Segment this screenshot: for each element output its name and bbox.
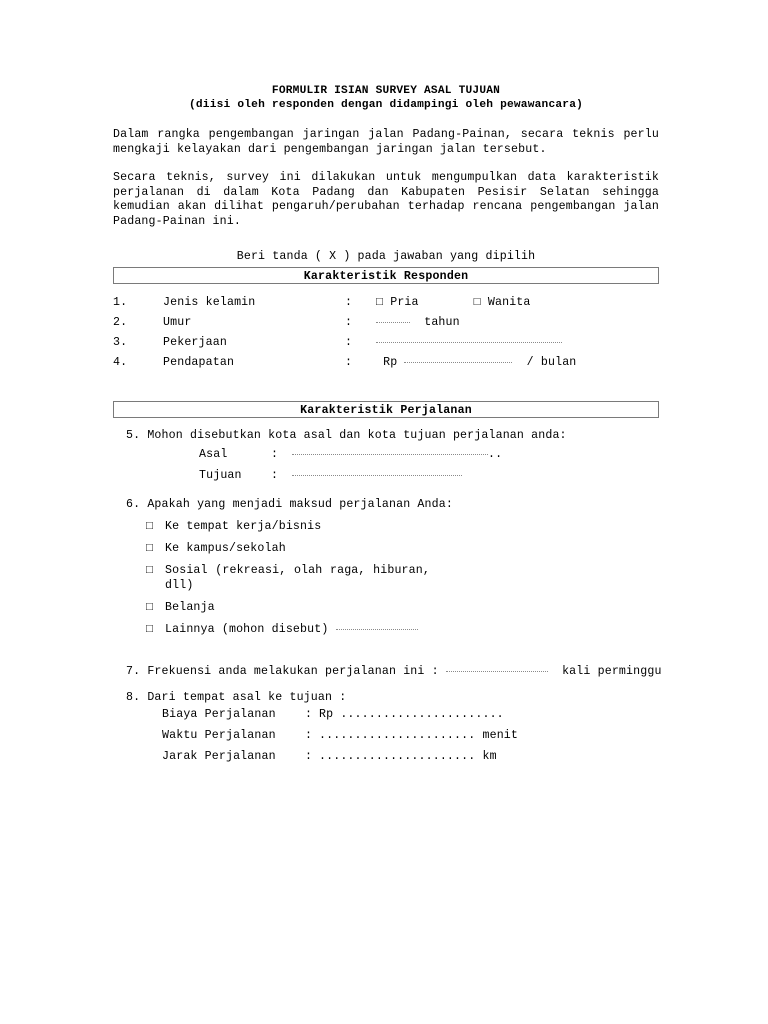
checkbox-belanja-icon[interactable]: □ [146, 600, 154, 614]
checkbox-lainnya-icon[interactable]: □ [146, 622, 154, 636]
option-label: Ke kampus/sekolah [165, 541, 286, 555]
field-colon: : [305, 749, 313, 763]
field-blank-wrap [292, 447, 502, 461]
field-label-biaya: Biaya Perjalanan [162, 707, 276, 721]
question-8-row-biaya [113, 708, 659, 729]
blank-field-asal[interactable] [292, 447, 488, 455]
option-label: Lainnya (mohon disebut) [165, 622, 329, 636]
blank-field-lainnya[interactable] [336, 622, 418, 630]
question-5-text: 5. Mohon disebutkan kota asal dan kota tujuan perjalanan anda: [126, 428, 567, 442]
question-row-pendapatan [113, 353, 659, 373]
field-blank-wrap [292, 468, 462, 482]
question-number: 4. [113, 355, 128, 369]
question-number: 2. [113, 315, 128, 329]
field-label-asal: Asal [199, 447, 228, 461]
checkbox-pria-icon[interactable]: □ [376, 295, 384, 309]
option-label-wrap [165, 622, 659, 637]
checkbox-kerja-bisnis-icon[interactable]: □ [146, 519, 154, 533]
question-6-text: 6. Apakah yang menjadi maksud perjalanan Anda: [126, 497, 453, 511]
question-answer-area [376, 353, 659, 373]
field-label-tujuan: Tujuan [199, 468, 242, 482]
unit-label-km: km [482, 749, 497, 763]
blank-field-umur[interactable] [376, 315, 410, 323]
option-kerja-bisnis[interactable] [113, 519, 659, 534]
respondent-question-list [113, 293, 659, 373]
option-kampus-sekolah[interactable] [113, 541, 659, 556]
option-lainnya[interactable] [113, 622, 659, 637]
question-8-text: 8. Dari tempat asal ke tujuan : [126, 690, 347, 704]
checkbox-pria-label: Pria [390, 295, 419, 309]
question-answer-area [376, 333, 659, 353]
question-row-jenis-kelamin [113, 293, 659, 313]
question-label: Umur [163, 315, 192, 329]
question-label: Pekerjaan [163, 335, 227, 349]
blank-field-waktu[interactable]: ...................... [319, 728, 476, 742]
blank-field-tujuan[interactable] [292, 468, 462, 476]
option-belanja[interactable] [113, 600, 659, 615]
form-title-sub: (diisi oleh responden dengan didampingi oleh pewawancara) [188, 99, 584, 111]
question-7-row [113, 664, 662, 679]
question-colon: : [345, 335, 353, 349]
question-5-field-asal [113, 447, 659, 468]
checkbox-wanita-icon[interactable]: □ [473, 295, 481, 309]
checkbox-wanita-label: Wanita [487, 295, 531, 309]
question-6-options [113, 519, 659, 637]
question-8-row-jarak [113, 750, 659, 771]
question-colon: : [345, 355, 353, 369]
field-label-jarak: Jarak Perjalanan [162, 749, 276, 763]
field-label-waktu: Waktu Perjalanan [162, 728, 276, 742]
question-label: Jenis kelamin [163, 295, 256, 309]
field-colon: : [305, 728, 313, 742]
checkbox-sosial-icon[interactable]: □ [146, 563, 154, 577]
question-number: 3. [113, 335, 128, 349]
unit-label-menit: menit [482, 728, 519, 742]
blank-field-pekerjaan[interactable] [376, 335, 562, 343]
option-label: Ke tempat kerja/bisnis [165, 519, 322, 533]
question-row-pekerjaan [113, 333, 659, 353]
field-colon: : [271, 468, 279, 482]
blank-field-jarak[interactable]: ...................... [319, 749, 476, 763]
blank-field-pendapatan[interactable] [404, 355, 512, 363]
option-label: Belanja [165, 600, 215, 614]
field-trailing-dots: .. [488, 447, 503, 461]
question-answer-area [376, 313, 659, 333]
question-row-umur [113, 313, 659, 333]
section-header-travel: Karakteristik Perjalanan [113, 401, 659, 418]
question-answer-area [376, 293, 659, 313]
document-content [113, 84, 662, 771]
intro-paragraph-2: Secara teknis, survey ini dilakukan untuk mengumpulkan data karakteristik perjalanan di dalam Kota Padang dan Kabupaten Pesisir Selatan sehingga kemudian akan dilihat pengaruh/perubahan terhadap rencana pengembangan jalan Padang-Painan ini. [113, 171, 659, 228]
question-colon: : [345, 295, 353, 309]
question-7-text: 7. Frekuensi anda melakukan perjalanan ini : [126, 664, 439, 678]
form-title-main: FORMULIR ISIAN SURVEY ASAL TUJUAN [271, 85, 501, 97]
option-label: Sosial (rekreasi, olah raga, hiburan, dll) [165, 563, 430, 592]
question-8-row-waktu [113, 729, 659, 750]
unit-label-tahun: tahun [424, 315, 460, 329]
currency-prefix-rp: Rp [383, 355, 398, 369]
question-5-field-tujuan [113, 468, 659, 489]
checkbox-kampus-sekolah-icon[interactable]: □ [146, 541, 154, 555]
section-header-respondent: Karakteristik Responden [113, 267, 659, 284]
unit-label-perminggu: kali perminggu [562, 664, 662, 678]
question-number: 1. [113, 295, 128, 309]
field-colon: : [271, 447, 279, 461]
fill-instruction: Beri tanda ( X ) pada jawaban yang dipilih [236, 249, 536, 263]
unit-label-bulan: / bulan [526, 355, 577, 369]
question-label: Pendapatan [163, 355, 235, 369]
field-colon: : [305, 707, 313, 721]
travel-question-list [113, 428, 662, 771]
blank-field-frekuensi[interactable] [446, 664, 548, 672]
intro-paragraph-1: Dalam rangka pengembangan jaringan jalan Padang-Painan, secara teknis perlu mengkaji kelayakan dari pengembangan jaringan jalan tersebut. [113, 128, 659, 156]
question-colon: : [345, 315, 353, 329]
blank-field-biaya[interactable]: Rp ....................... [319, 707, 504, 721]
option-sosial[interactable] [113, 563, 659, 593]
